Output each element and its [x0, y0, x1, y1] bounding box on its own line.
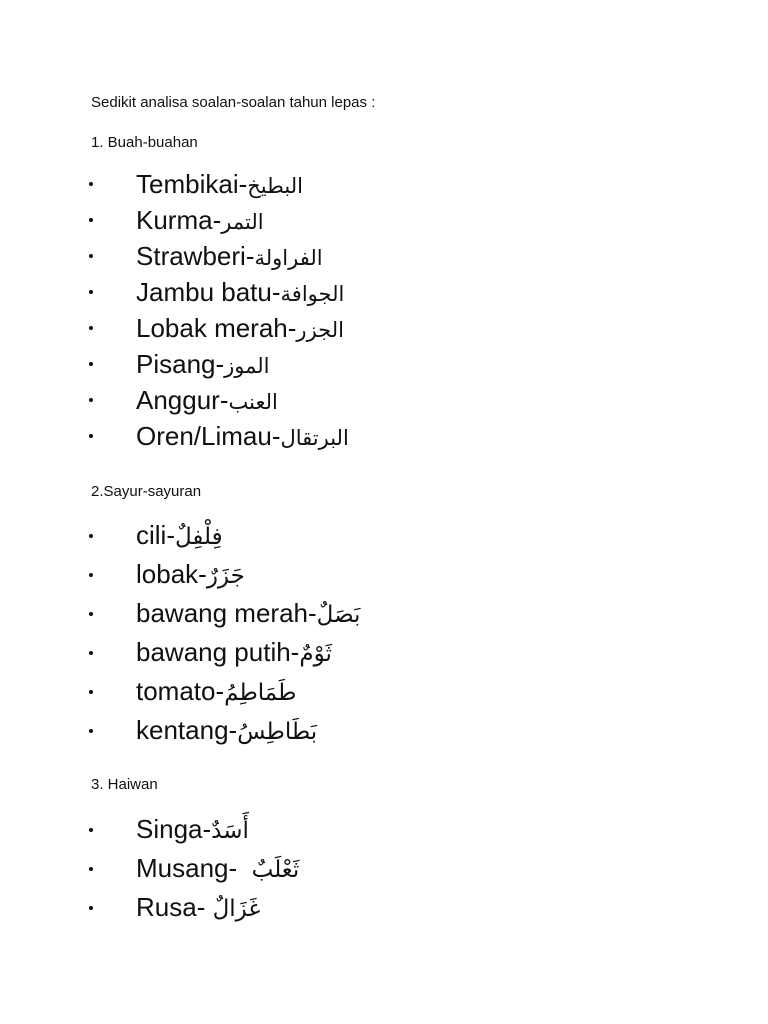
bullet-icon [89, 434, 93, 438]
bullet-icon [89, 534, 93, 538]
item-arabic: ثَعْلَبٌ [251, 857, 300, 883]
bullet-icon [89, 690, 93, 694]
item-label: Pisang- [136, 349, 225, 379]
bullet-icon [89, 612, 93, 616]
item-arabic: بَطَاطِسُ [237, 719, 318, 745]
bullet-icon [89, 218, 93, 222]
item-label: Lobak merah- [136, 313, 297, 343]
bullet-icon [89, 867, 93, 871]
item-label: bawang putih- [136, 637, 300, 667]
item-label: Anggur- [136, 385, 229, 415]
item-arabic: الجزر [296, 318, 344, 342]
bullet-icon [89, 573, 93, 577]
bullet-icon [89, 326, 93, 330]
bullet-icon [89, 729, 93, 733]
item-arabic: جَزَرٌ [206, 563, 245, 589]
bullet-icon [89, 290, 93, 294]
item-label: Kurma- [136, 205, 222, 235]
item-label: Singa- [136, 814, 212, 844]
item-label: bawang merah- [136, 598, 317, 628]
item-label: kentang- [136, 715, 238, 745]
item-arabic: الجوافة [280, 282, 345, 306]
bullet-icon [89, 651, 93, 655]
item-label: Rusa- [136, 892, 213, 922]
item-label: Oren/Limau- [136, 421, 281, 451]
bullet-icon [89, 906, 93, 910]
section-heading-haiwan: 3. Haiwan [91, 776, 158, 793]
bullet-icon [89, 398, 93, 402]
item-arabic: البرتقال [280, 426, 349, 450]
item-arabic: الفراولة [254, 246, 323, 270]
item-arabic: بَصَلٌ [316, 602, 361, 628]
item-arabic: أَسَدٌ [211, 818, 249, 844]
item-arabic: البطيخ [247, 174, 303, 198]
section-heading-sayur: 2.Sayur-sayuran [91, 483, 202, 500]
item-arabic: غَزَالٌ [212, 896, 261, 922]
item-label: lobak- [136, 559, 207, 589]
item-label: Musang- [136, 853, 252, 883]
item-arabic: ثَوْمٌ [299, 641, 332, 667]
item-arabic: التمر [221, 210, 264, 234]
item-arabic: طَمَاطِمُ [224, 680, 297, 706]
item-label: cili- [136, 520, 175, 550]
bullet-icon [89, 254, 93, 258]
bullet-icon [89, 828, 93, 832]
item-label: tomato- [136, 676, 225, 706]
section-heading-buah: 1. Buah-buahan [91, 134, 198, 151]
bullet-icon [89, 362, 93, 366]
bullet-icon [89, 182, 93, 186]
item-arabic: فِلْفِلٌ [175, 524, 223, 550]
item-arabic: الموز [224, 354, 270, 378]
item-label: Tembikai- [136, 169, 248, 199]
item-label: Jambu batu- [136, 277, 281, 307]
item-label: Strawberi- [136, 241, 255, 271]
intro-text: Sedikit analisa soalan-soalan tahun lepas : [91, 94, 376, 111]
item-arabic: العنب [228, 390, 278, 414]
